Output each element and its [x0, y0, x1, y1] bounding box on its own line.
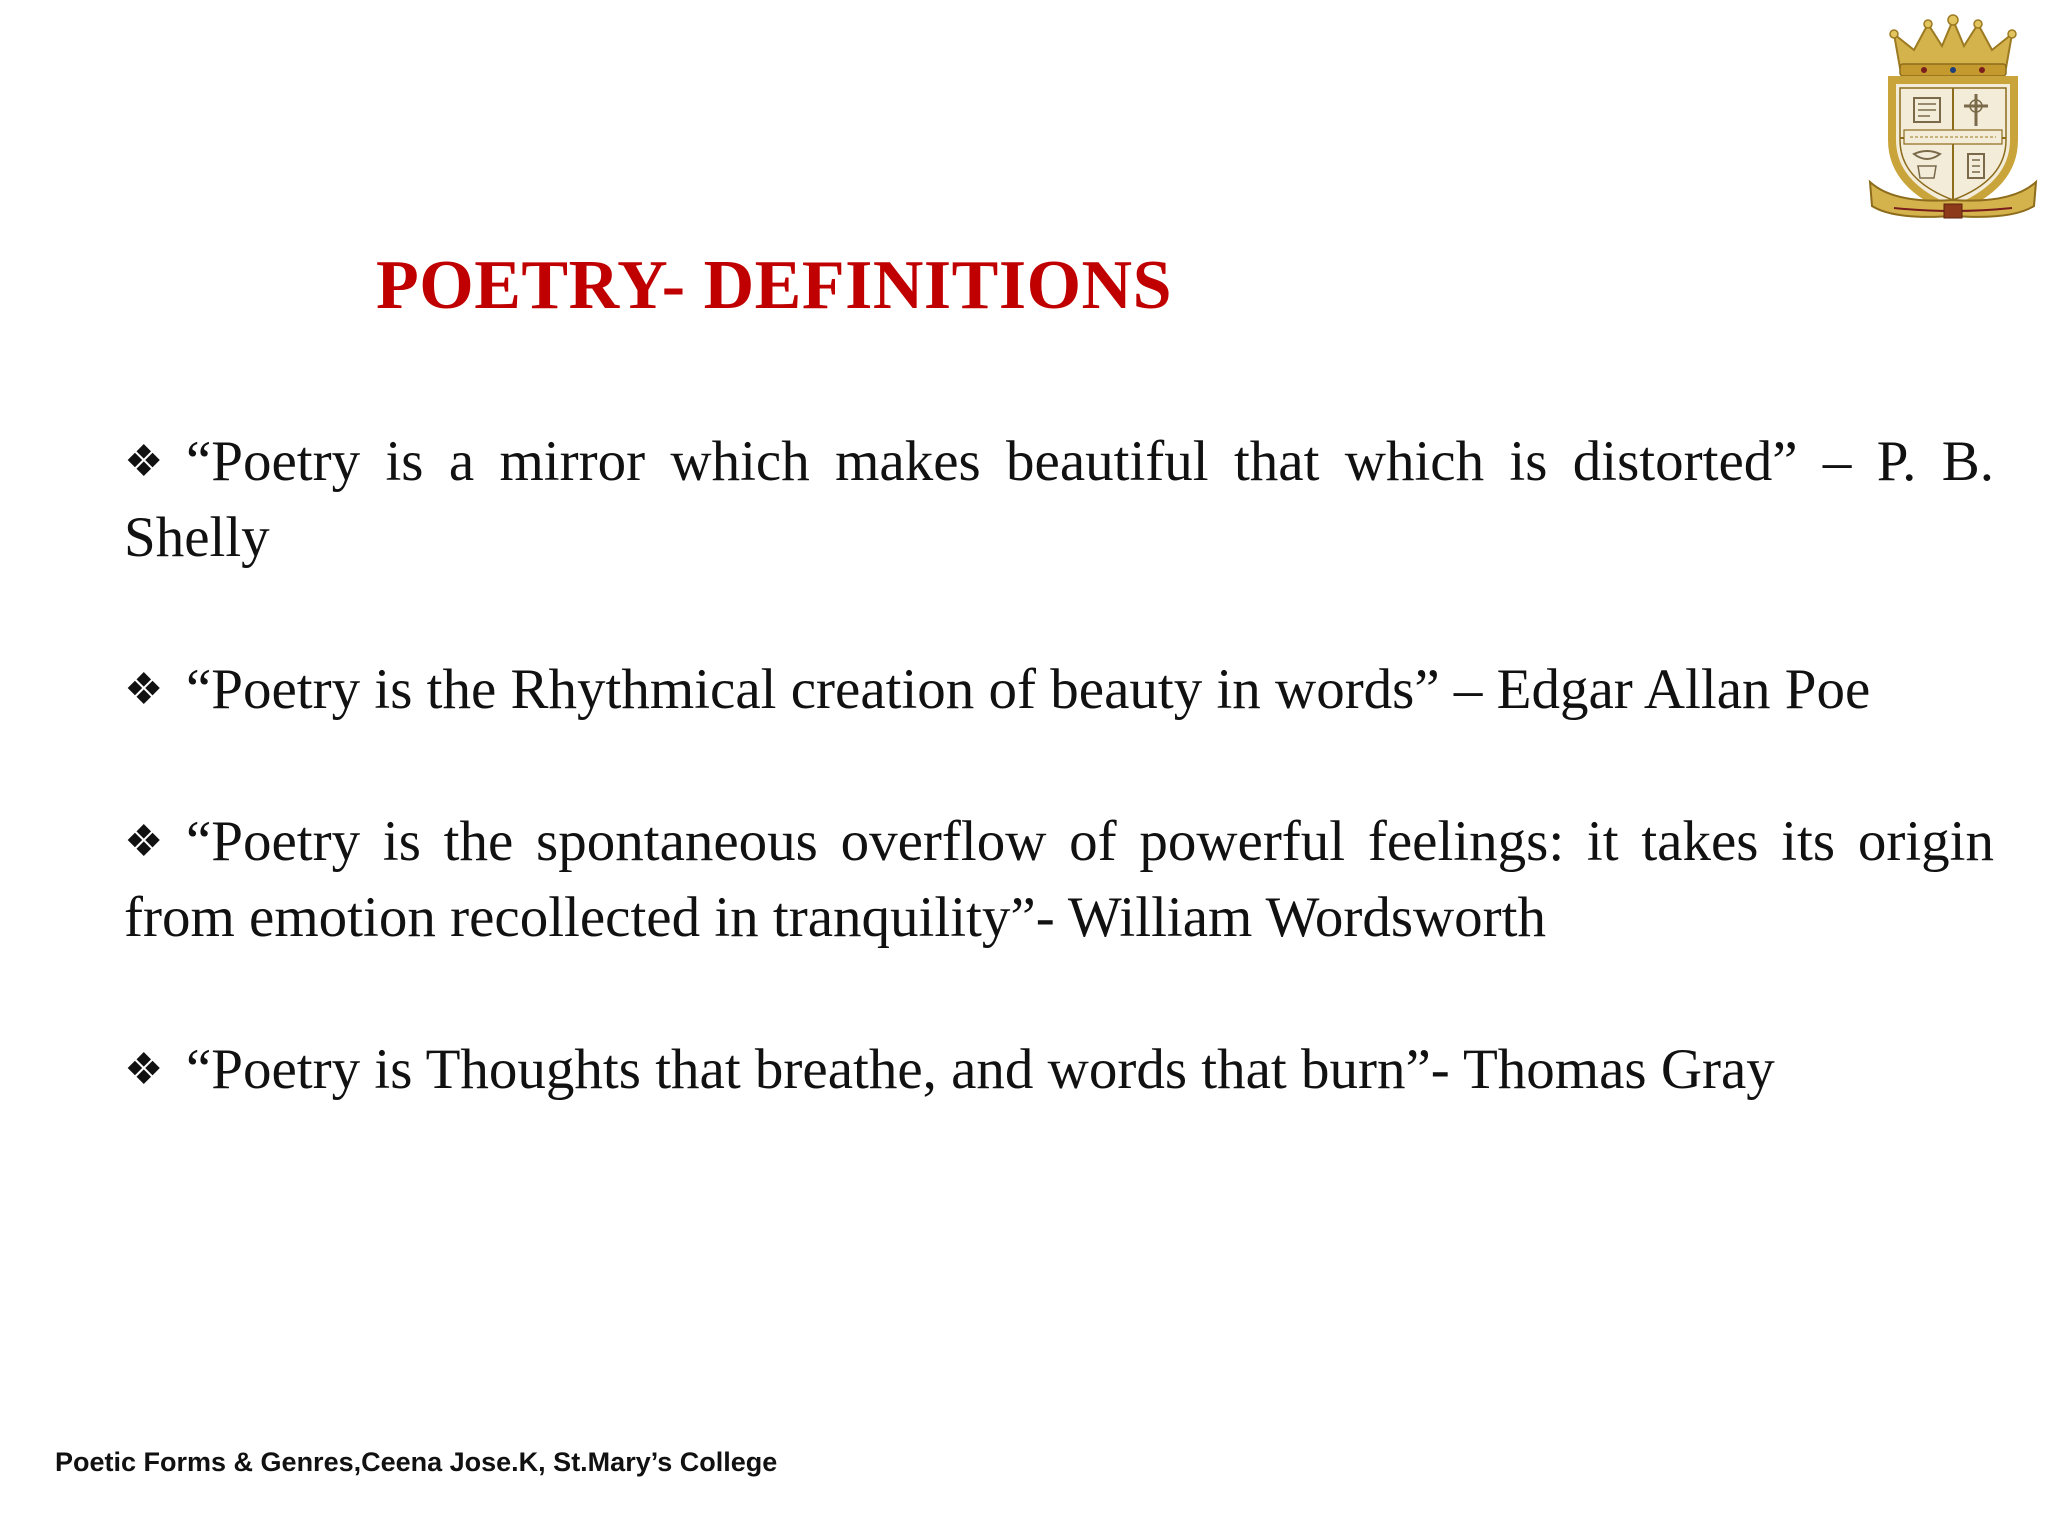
- slide-title: POETRY- DEFINITIONS: [376, 247, 1173, 324]
- quote-item: [124, 424, 1994, 576]
- college-crest-icon: [1864, 14, 2042, 224]
- quote-item: [124, 1032, 1994, 1108]
- diamond-bullet-icon: ❖: [124, 817, 164, 866]
- diamond-bullet-icon: ❖: [124, 665, 164, 714]
- quote-item: [124, 804, 1994, 956]
- diamond-bullet-icon: ❖: [124, 437, 164, 486]
- quote-text: “Poetry is Thoughts that breathe, and words that burn”- Thomas Gray: [186, 1038, 1775, 1101]
- quote-list: [124, 424, 1994, 1108]
- quote-text: “Poetry is the Rhythmical creation of beauty in words” – Edgar Allan Poe: [186, 658, 1871, 721]
- slide-footer: Poetic Forms & Genres,Ceena Jose.K, St.Mary’s College: [55, 1447, 778, 1477]
- quote-item: [124, 652, 1994, 728]
- diamond-bullet-icon: ❖: [124, 1045, 164, 1094]
- quote-text: “Poetry is the spontaneous overflow of powerful feelings: it takes its origin from emotion recollected in tranquility”- William Wordsworth: [124, 810, 1994, 949]
- quote-text: “Poetry is a mirror which makes beautiful that which is distorted” – P. B. Shelly: [124, 430, 1994, 569]
